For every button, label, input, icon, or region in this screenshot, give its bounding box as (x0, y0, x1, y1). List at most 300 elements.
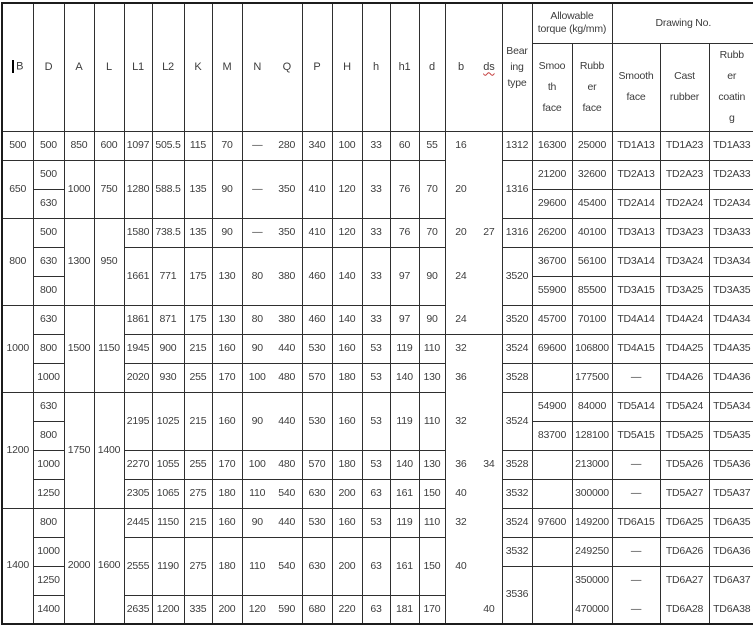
cell-L2: 771 (152, 247, 184, 305)
cell-drawing-cast: TD4A26 (660, 363, 709, 392)
cell-L2: 1190 (152, 537, 184, 595)
cell-drawing-coating: TD4A35 (709, 334, 753, 363)
cell-L2: 1150 (152, 508, 184, 537)
value-b: 32 (455, 414, 467, 427)
cell-drawing-smooth: TD6A15 (612, 508, 660, 537)
cell-torque-rubber: 32600 (572, 160, 612, 189)
value-Q: 480 (278, 371, 296, 384)
cell-b-ds (445, 537, 502, 595)
cell-torque-rubber: 149200 (572, 508, 612, 537)
col-header-L1: L1 (124, 3, 152, 131)
cell-bearing-type: 3524 (502, 508, 532, 537)
cell-L2: 1055 (152, 450, 184, 479)
cell-d: 110 (419, 392, 445, 450)
cell-A: 1500 (64, 305, 94, 392)
value-N: 120 (248, 602, 266, 615)
value-Q: 350 (278, 182, 296, 195)
cell-L1: 2305 (124, 479, 152, 508)
col-header-N: N (253, 60, 262, 73)
cell-drawing-cast: TD2A23 (660, 160, 709, 189)
cell-h: 33 (362, 247, 390, 305)
cell-L: 600 (94, 131, 124, 160)
cell-K: 275 (184, 479, 212, 508)
cell-torque-smooth: 69600 (532, 334, 572, 363)
cell-drawing-cast: TD4A25 (660, 334, 709, 363)
value-b: 32 (455, 342, 467, 355)
cell-torque-smooth: 97600 (532, 508, 572, 537)
value-N: — (252, 226, 263, 239)
col-header-torque-smooth-face: Smooth face (532, 43, 572, 131)
cell-A: 2000 (64, 508, 94, 624)
value-ds: 34 (483, 458, 495, 471)
col-header-Q: Q (282, 60, 291, 73)
cell-M: 180 (212, 537, 242, 595)
cell-h: 53 (362, 363, 390, 392)
cell-drawing-coating: TD1A33 (709, 131, 753, 160)
cell-B: 800 (2, 218, 33, 305)
cell-L2: 588.5 (152, 160, 184, 218)
cell-P: 530 (302, 334, 332, 363)
cell-L1: 1945 (124, 334, 152, 363)
cell-L2: 738.5 (152, 218, 184, 247)
cell-L: 1600 (94, 508, 124, 624)
cell-L1: 1097 (124, 131, 152, 160)
cell-h: 53 (362, 392, 390, 450)
cell-b-ds (445, 595, 502, 624)
cell-torque-rubber: 84000 (572, 392, 612, 421)
cell-torque-rubber: 300000 (572, 479, 612, 508)
table-row (2, 508, 753, 537)
col-header-P: P (302, 3, 332, 131)
cell-D: 1000 (33, 363, 64, 392)
cell-h1: 97 (390, 247, 419, 305)
cell-h1: 181 (390, 595, 419, 624)
cell-h1: 140 (390, 363, 419, 392)
cell-b-ds (445, 508, 502, 537)
cell-bearing-type: 3532 (502, 479, 532, 508)
cell-K: 275 (184, 537, 212, 595)
cell-bearing-type: 3528 (502, 450, 532, 479)
cell-bearing-type: 1316 (502, 160, 532, 218)
cell-L: 750 (94, 160, 124, 218)
cell-N-Q (242, 160, 302, 218)
cell-H: 120 (332, 160, 362, 218)
col-header-H: H (332, 3, 362, 131)
col-header-L: L (94, 3, 124, 131)
cell-torque-smooth: 21200 (532, 160, 572, 189)
cell-P: 570 (302, 450, 332, 479)
cell-H: 160 (332, 334, 362, 363)
col-header-B (2, 3, 33, 131)
cell-L2: 1200 (152, 595, 184, 624)
value-Q: 440 (278, 342, 296, 355)
cell-A: 1000 (64, 160, 94, 218)
col-header-L2: L2 (152, 3, 184, 131)
cell-M: 90 (212, 160, 242, 218)
cell-torque-smooth: 54900 (532, 392, 572, 421)
cell-M: 170 (212, 363, 242, 392)
cell-torque-smooth (532, 566, 572, 595)
cell-H: 120 (332, 218, 362, 247)
cell-drawing-smooth: — (612, 537, 660, 566)
col-header-drawing-rubber-coating: Rubber coating (709, 43, 753, 131)
cell-D: 500 (33, 218, 64, 247)
cell-d: 130 (419, 450, 445, 479)
cell-drawing-smooth: TD1A13 (612, 131, 660, 160)
cell-torque-rubber: 45400 (572, 189, 612, 218)
cell-M: 130 (212, 247, 242, 305)
cell-d: 70 (419, 218, 445, 247)
cell-h: 53 (362, 508, 390, 537)
col-group-allowable-torque: Allowable torque (kg/mm) (532, 3, 612, 43)
cell-M: 130 (212, 305, 242, 334)
cell-b-ds (445, 305, 502, 334)
value-b: 32 (455, 516, 467, 529)
col-header-A: A (64, 3, 94, 131)
cell-drawing-cast: TD5A26 (660, 450, 709, 479)
cell-P: 530 (302, 392, 332, 450)
cell-A: 850 (64, 131, 94, 160)
cell-D: 1400 (33, 595, 64, 624)
col-header-D: D (33, 3, 64, 131)
cell-drawing-smooth: — (612, 595, 660, 624)
cell-L2: 930 (152, 363, 184, 392)
cell-torque-rubber: 25000 (572, 131, 612, 160)
cell-h: 53 (362, 450, 390, 479)
col-header-M: M (212, 3, 242, 131)
cell-D: 630 (33, 305, 64, 334)
cell-H: 160 (332, 392, 362, 450)
cell-d: 150 (419, 537, 445, 595)
cell-drawing-coating: TD6A38 (709, 595, 753, 624)
table-row (2, 218, 753, 247)
cell-K: 135 (184, 218, 212, 247)
cell-N-Q (242, 450, 302, 479)
cell-K: 215 (184, 508, 212, 537)
cell-d: 170 (419, 595, 445, 624)
cell-L1: 2020 (124, 363, 152, 392)
cell-H: 160 (332, 508, 362, 537)
cell-P: 530 (302, 508, 332, 537)
cell-d: 90 (419, 305, 445, 334)
value-b: 16 (455, 139, 467, 152)
cell-drawing-smooth: TD5A14 (612, 392, 660, 421)
cell-drawing-smooth: TD2A13 (612, 160, 660, 189)
cell-h1: 76 (390, 218, 419, 247)
cell-torque-smooth (532, 537, 572, 566)
value-N: 80 (251, 313, 263, 326)
value-N: — (252, 182, 263, 195)
value-ds: 40 (483, 602, 495, 615)
cell-drawing-smooth: — (612, 566, 660, 595)
col-header-B-label: B (16, 60, 24, 73)
cell-A: 1300 (64, 218, 94, 305)
cell-drawing-cast: TD5A27 (660, 479, 709, 508)
text-cursor-icon (12, 60, 14, 73)
cell-P: 460 (302, 305, 332, 334)
cell-torque-rubber: 177500 (572, 363, 612, 392)
cell-torque-rubber: 249250 (572, 537, 612, 566)
cell-M: 180 (212, 479, 242, 508)
value-Q: 280 (278, 139, 296, 152)
col-group-drawing-no: Drawing No. (612, 3, 753, 43)
cell-H: 200 (332, 537, 362, 595)
col-header-drawing-smooth-face: Smooth face (612, 43, 660, 131)
cell-L1: 2445 (124, 508, 152, 537)
cell-h: 63 (362, 595, 390, 624)
value-Q: 480 (278, 458, 296, 471)
cell-M: 160 (212, 508, 242, 537)
table-row (2, 305, 753, 334)
cell-D: 800 (33, 421, 64, 450)
cell-bearing-type: 3524 (502, 334, 532, 363)
cell-drawing-coating: TD6A35 (709, 508, 753, 537)
cell-P: 630 (302, 537, 332, 595)
cell-K: 335 (184, 595, 212, 624)
cell-torque-rubber: 470000 (572, 595, 612, 624)
value-b: 40 (455, 487, 467, 500)
cell-M: 170 (212, 450, 242, 479)
cell-H: 180 (332, 363, 362, 392)
cell-torque-smooth: 55900 (532, 276, 572, 305)
cell-torque-smooth: 36700 (532, 247, 572, 276)
cell-L: 1150 (94, 305, 124, 392)
col-header-b-ds (445, 3, 502, 131)
table-row (2, 160, 753, 189)
cell-drawing-smooth: — (612, 450, 660, 479)
value-Q: 380 (278, 313, 296, 326)
cell-torque-rubber: 85500 (572, 276, 612, 305)
value-N: — (252, 139, 263, 152)
cell-bearing-type: 3524 (502, 392, 532, 450)
value-Q: 380 (278, 269, 296, 282)
cell-drawing-coating: TD3A35 (709, 276, 753, 305)
cell-h1: 161 (390, 479, 419, 508)
cell-d: 70 (419, 160, 445, 218)
cell-N-Q (242, 595, 302, 624)
col-header-drawing-cast-rubber: Cast rubber (660, 43, 709, 131)
cell-M: 70 (212, 131, 242, 160)
cell-bearing-type: 1312 (502, 131, 532, 160)
cell-drawing-coating: TD6A37 (709, 566, 753, 595)
cell-h1: 97 (390, 305, 419, 334)
cell-K: 115 (184, 131, 212, 160)
cell-P: 570 (302, 363, 332, 392)
col-header-h: h (362, 3, 390, 131)
cell-P: 630 (302, 479, 332, 508)
cell-drawing-cast: TD2A24 (660, 189, 709, 218)
cell-h1: 76 (390, 160, 419, 218)
cell-D: 1000 (33, 450, 64, 479)
cell-h: 63 (362, 537, 390, 595)
cell-h1: 60 (390, 131, 419, 160)
cell-drawing-smooth: TD2A14 (612, 189, 660, 218)
cell-b-ds (445, 247, 502, 305)
col-header-torque-rubber-face: Rubber face (572, 43, 612, 131)
cell-B: 500 (2, 131, 33, 160)
cell-drawing-smooth: TD3A14 (612, 247, 660, 276)
cell-D: 800 (33, 334, 64, 363)
value-b: 40 (455, 559, 467, 572)
cell-K: 175 (184, 247, 212, 305)
value-b: 24 (455, 269, 467, 282)
cell-L: 950 (94, 218, 124, 305)
cell-L2: 1025 (152, 392, 184, 450)
cell-d: 90 (419, 247, 445, 305)
cell-N-Q (242, 479, 302, 508)
cell-D: 630 (33, 189, 64, 218)
col-header-b: b (457, 60, 464, 73)
cell-N-Q (242, 305, 302, 334)
cell-torque-smooth: 26200 (532, 218, 572, 247)
cell-torque-smooth: 83700 (532, 421, 572, 450)
cell-drawing-smooth: TD4A14 (612, 305, 660, 334)
cell-P: 340 (302, 131, 332, 160)
cell-L1: 2195 (124, 392, 152, 450)
cell-B: 1400 (2, 508, 33, 624)
cell-torque-rubber: 128100 (572, 421, 612, 450)
cell-L1: 2270 (124, 450, 152, 479)
cell-drawing-smooth: TD3A15 (612, 276, 660, 305)
cell-drawing-coating: TD6A36 (709, 537, 753, 566)
cell-N-Q (242, 247, 302, 305)
cell-M: 160 (212, 334, 242, 363)
cell-K: 175 (184, 305, 212, 334)
cell-b-ds (445, 160, 502, 218)
cell-K: 255 (184, 450, 212, 479)
cell-N-Q (242, 508, 302, 537)
cell-N-Q (242, 537, 302, 595)
cell-A: 1750 (64, 392, 94, 508)
cell-drawing-smooth: TD4A15 (612, 334, 660, 363)
value-Q: 540 (278, 487, 296, 500)
cell-D: 630 (33, 247, 64, 276)
cell-H: 220 (332, 595, 362, 624)
cell-torque-smooth (532, 479, 572, 508)
cell-L2: 871 (152, 305, 184, 334)
value-N: 110 (249, 487, 266, 500)
cell-torque-smooth: 16300 (532, 131, 572, 160)
cell-L: 1400 (94, 392, 124, 508)
cell-drawing-cast: TD6A28 (660, 595, 709, 624)
cell-M: 90 (212, 218, 242, 247)
cell-drawing-smooth: TD5A15 (612, 421, 660, 450)
value-Q: 440 (278, 516, 296, 529)
cell-drawing-cast: TD1A23 (660, 131, 709, 160)
value-b: 20 (455, 226, 467, 239)
cell-h: 33 (362, 160, 390, 218)
cell-torque-rubber: 56100 (572, 247, 612, 276)
cell-torque-rubber: 106800 (572, 334, 612, 363)
cell-drawing-cast: TD3A25 (660, 276, 709, 305)
cell-b-ds (445, 392, 502, 450)
cell-h1: 161 (390, 537, 419, 595)
cell-K: 215 (184, 334, 212, 363)
value-b: 20 (455, 182, 467, 195)
cell-D: 630 (33, 392, 64, 421)
cell-b-ds (445, 131, 502, 160)
cell-torque-rubber: 350000 (572, 566, 612, 595)
cell-b-ds (445, 450, 502, 479)
cell-bearing-type: 3528 (502, 363, 532, 392)
cell-bearing-type: 3520 (502, 247, 532, 305)
value-N: 90 (251, 516, 263, 529)
cell-drawing-cast: TD3A23 (660, 218, 709, 247)
cell-D: 1250 (33, 566, 64, 595)
value-Q: 440 (278, 414, 296, 427)
col-header-bearing-type: Bearing type (502, 3, 532, 131)
value-Q: 350 (278, 226, 296, 239)
cell-torque-rubber: 40100 (572, 218, 612, 247)
value-N: 100 (248, 371, 266, 384)
cell-b-ds (445, 363, 502, 392)
cell-drawing-smooth: — (612, 363, 660, 392)
cell-L1: 1861 (124, 305, 152, 334)
value-b: 24 (455, 312, 467, 325)
cell-torque-smooth (532, 450, 572, 479)
cell-h: 33 (362, 305, 390, 334)
cell-drawing-cast: TD6A26 (660, 537, 709, 566)
cell-N-Q (242, 218, 302, 247)
cell-drawing-smooth: TD3A13 (612, 218, 660, 247)
cell-B: 1200 (2, 392, 33, 508)
cell-d: 150 (419, 479, 445, 508)
cell-L1: 1580 (124, 218, 152, 247)
cell-N-Q (242, 363, 302, 392)
cell-L1: 2555 (124, 537, 152, 595)
cell-L1: 1661 (124, 247, 152, 305)
cell-H: 100 (332, 131, 362, 160)
cell-H: 140 (332, 247, 362, 305)
cell-M: 160 (212, 392, 242, 450)
cell-L2: 505.5 (152, 131, 184, 160)
col-header-d: d (419, 3, 445, 131)
cell-M: 200 (212, 595, 242, 624)
cell-h1: 119 (390, 334, 419, 363)
value-Q: 540 (278, 559, 296, 572)
cell-K: 215 (184, 392, 212, 450)
pulley-spec-table (1, 2, 753, 625)
cell-drawing-coating: TD2A34 (709, 189, 753, 218)
cell-torque-smooth: 29600 (532, 189, 572, 218)
cell-D: 800 (33, 276, 64, 305)
table-row (2, 131, 753, 160)
cell-L1: 2635 (124, 595, 152, 624)
cell-N-Q (242, 392, 302, 450)
cell-drawing-smooth: — (612, 479, 660, 508)
col-header-N-Q (242, 3, 302, 131)
cell-drawing-coating: TD5A34 (709, 392, 753, 421)
cell-torque-smooth (532, 595, 572, 624)
cell-d: 110 (419, 508, 445, 537)
cell-K: 255 (184, 363, 212, 392)
cell-h: 33 (362, 131, 390, 160)
cell-L2: 1065 (152, 479, 184, 508)
cell-drawing-coating: TD3A33 (709, 218, 753, 247)
cell-h1: 119 (390, 392, 419, 450)
cell-drawing-cast: TD4A24 (660, 305, 709, 334)
cell-b-ds (445, 334, 502, 363)
cell-P: 680 (302, 595, 332, 624)
cell-P: 410 (302, 160, 332, 218)
col-header-h1: h1 (390, 3, 419, 131)
cell-drawing-coating: TD5A35 (709, 421, 753, 450)
value-N: 110 (249, 559, 266, 572)
cell-P: 410 (302, 218, 332, 247)
value-N: 90 (251, 342, 263, 355)
col-header-K: K (184, 3, 212, 131)
cell-bearing-type: 3536 (502, 566, 532, 624)
